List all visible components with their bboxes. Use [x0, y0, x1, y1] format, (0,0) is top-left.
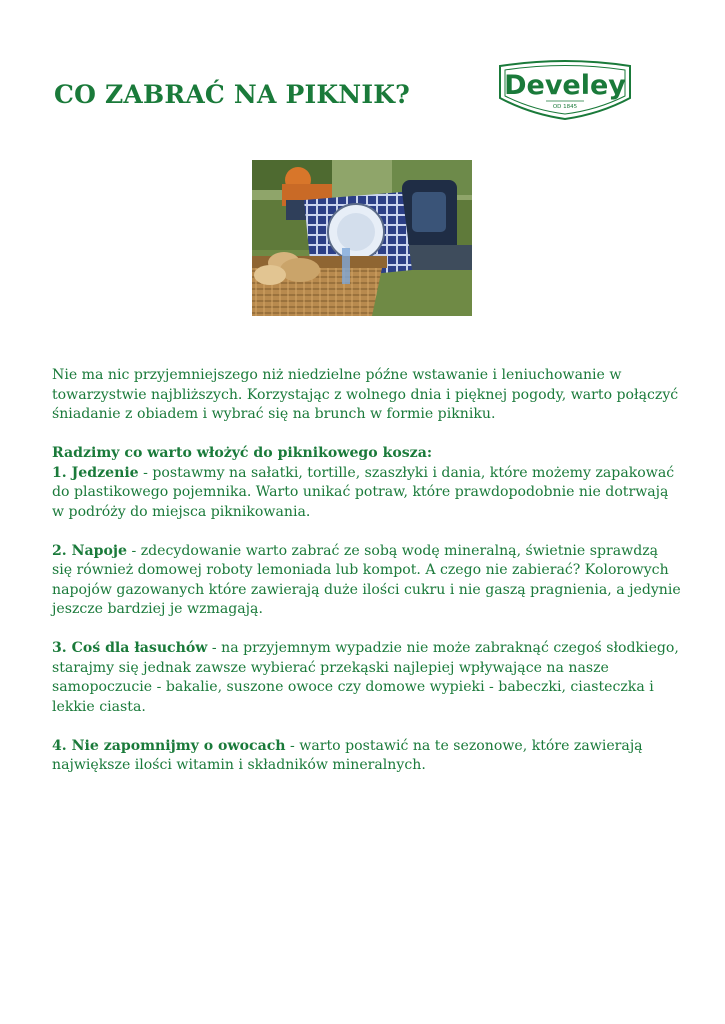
item-label-food: 1. Jedzenie [52, 464, 139, 481]
item-label-sweets: 3. Coś dla łasuchów [52, 640, 208, 656]
list-item [52, 737, 682, 776]
list-heading: Radzimy co warto włożyć do piknikowego kosza: [52, 445, 433, 461]
article-body [52, 366, 682, 795]
develey-logo [496, 58, 634, 120]
logo-wordmark: Develey [504, 70, 626, 101]
item-label-fruits: 4. Nie zapomnijmy o owocach [52, 737, 286, 754]
item-text-food: - postawmy na sałatki, tortille, szaszłyki i dania, które możemy zapakować do plastikowego pojemnika. Warto unikać potraw, które prawdopodobnie nie dotrwają w podróży do miejsca piknikowania. [52, 464, 675, 520]
list-item [52, 542, 682, 620]
page-title: CO ZABRAĆ NA PIKNIK? [54, 80, 411, 109]
item-text-fruits: - warto postawić na te sezonowe, które zawierają największe ilości witamin i składników mineralnych. [52, 737, 643, 773]
intro-paragraph: Nie ma nic przyjemniejszego niż niedzielne późne wstawanie i leniuchowanie w towarzystwie najbliższych. Korzystając z wolnego dnia i pięknej pogody, warto połączyć śniadanie z obiadem i wybrać się na brunch w formie pikniku. [52, 367, 679, 422]
logo-tagline: OD 1845 [552, 104, 578, 110]
list-section [52, 444, 682, 522]
list-item [52, 639, 682, 717]
picnic-basket-photo [252, 160, 472, 316]
item-text-drinks: - zdecydowanie warto zabrać ze sobą wodę mineralną, świetnie sprawdzą się również domowej roboty lemoniada lub kompot. A czego nie zabierać? Kolorowych napojów gazowanych które zawierają duże ilości cukru i nie gaszą pragnienia, a jedynie jeszcze bardziej je wzmagają. [52, 542, 681, 617]
item-label-drinks: 2. Napoje [52, 542, 127, 559]
item-text-sweets: - na przyjemnym wypadzie nie może zabraknąć czegoś słodkiego, starajmy się jednak zawsze wybierać przekąski najlepiej wpływające na nasze samopoczucie - bakalie, suszone owoce czy domowe wypieki - babeczki, ciasteczka i lekkie ciasta. [52, 640, 679, 715]
